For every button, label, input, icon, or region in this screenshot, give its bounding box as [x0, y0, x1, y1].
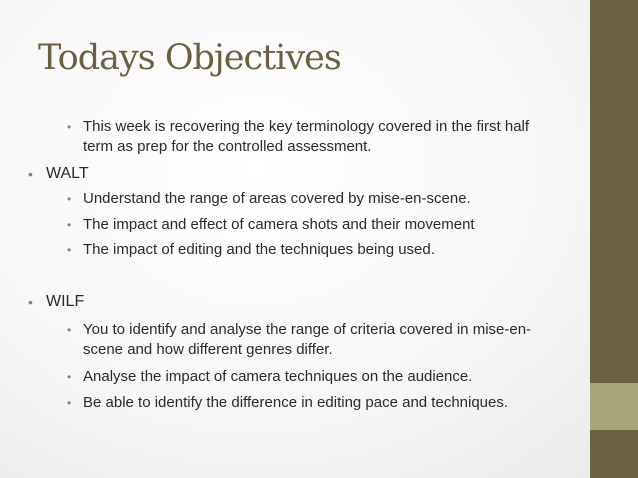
bullet-text: The impact and effect of camera shots and their movement — [83, 216, 475, 233]
bullet-text: WILF — [46, 293, 85, 310]
side-accent — [590, 383, 638, 430]
bullet-dot: • — [67, 192, 72, 206]
bullet-dot: • — [67, 218, 72, 232]
bullet-dot: • — [67, 396, 72, 410]
bullet-item — [67, 367, 547, 387]
bullet-dot: • — [28, 166, 33, 182]
bullet-text: You to identify and analyse the range of criteria covered in mise-en-scene and how different genres differ. — [83, 321, 532, 358]
bullet-dot: • — [28, 294, 33, 310]
bullet-dot: • — [67, 243, 72, 257]
bullet-item — [28, 164, 89, 184]
bullet-dot: • — [67, 120, 72, 134]
bullet-item — [67, 189, 547, 209]
bullet-item — [67, 320, 547, 360]
bullet-text: This week is recovering the key terminology covered in the first half term as prep for the controlled assessment. — [83, 118, 530, 155]
bullet-text: Be able to identify the difference in editing pace and techniques. — [83, 394, 509, 411]
bullet-item — [67, 215, 547, 235]
bullet-item — [67, 393, 547, 413]
bullet-dot: • — [67, 323, 72, 337]
bullet-text: The impact of editing and the techniques being used. — [83, 241, 435, 258]
bullet-item — [28, 292, 84, 312]
bullet-text: Understand the range of areas covered by mise-en-scene. — [83, 190, 471, 207]
bullet-dot: • — [67, 370, 72, 384]
bullet-item — [67, 117, 547, 157]
bullet-text: Analyse the impact of camera techniques on the audience. — [83, 368, 473, 385]
bullet-text: WALT — [46, 165, 89, 182]
slide-title: Todays Objectives — [38, 38, 341, 78]
bullet-item — [67, 240, 547, 260]
